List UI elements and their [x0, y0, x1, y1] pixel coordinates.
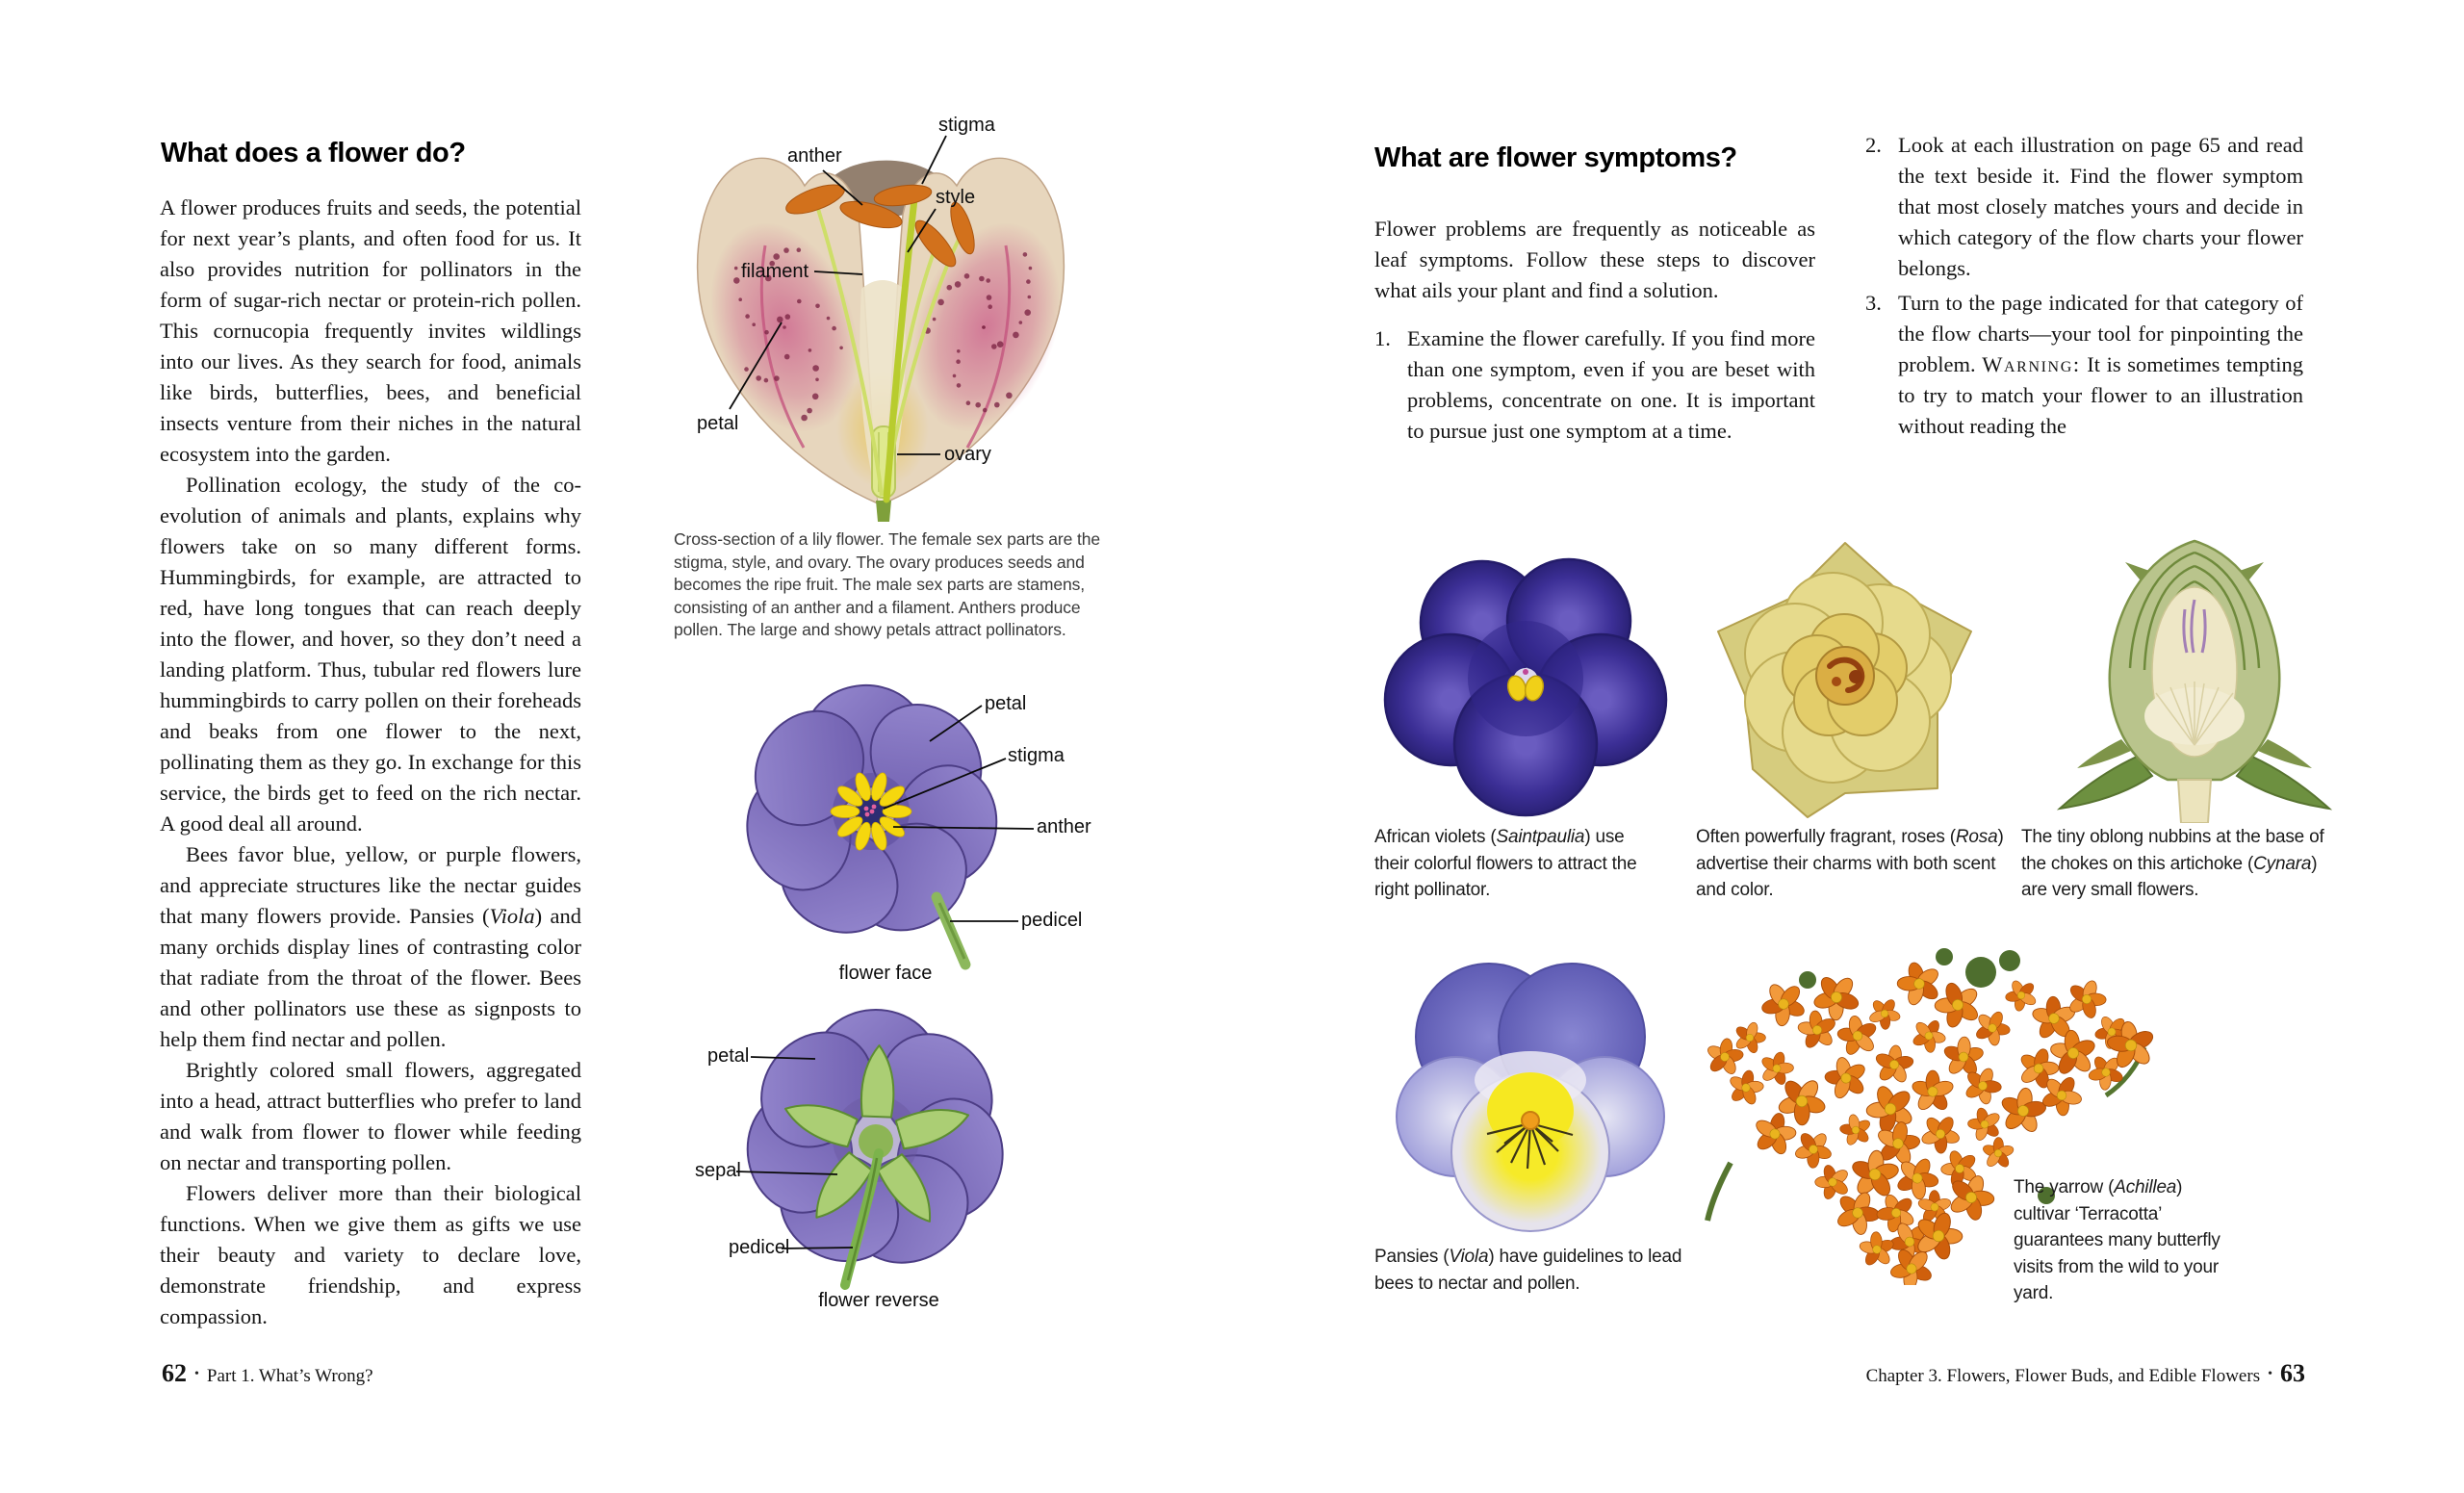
label-pedicel: pedicel — [1021, 910, 1083, 931]
left-body-column — [160, 193, 581, 1332]
yarrow-floret — [1824, 1055, 1869, 1102]
flower-face-figure — [712, 674, 1136, 991]
paragraph-text: Bees favor blue, yellow, or purple flowers, and appreciate structures like the nectar guides that many flowers provide. Pansies ( — [160, 842, 581, 928]
flower-reverse-caption: flower reverse — [818, 1290, 939, 1311]
caption-text: Often powerfully fragrant, roses ( — [1696, 827, 1956, 847]
step-text-part: It is sometimes tempting to try to match your flower to an illustration without reading the — [1898, 352, 2303, 438]
step-text: Examine the flower carefully. If you find more than one symptom, even if you are beset with problems, concentrate on one. It is important to pursue just one symptom at a time. — [1407, 326, 1815, 443]
warning-label: Warning: — [1982, 352, 2081, 376]
step-item-3 — [1865, 288, 2303, 442]
pansy-photo — [1381, 945, 1680, 1239]
left-page-footer — [162, 1359, 373, 1388]
label-pedicel: pedicel — [729, 1237, 790, 1258]
artichoke-caption — [2021, 824, 2339, 904]
right-page-footer — [1866, 1359, 2305, 1388]
flower-reverse-figure — [674, 1009, 1097, 1326]
step-text: Look at each illustration on page 65 and read the text beside it. Find the flower symptom that most closely matches yours and decide in which category of the flow charts your flower belongs. — [1898, 133, 2303, 280]
species-name: Saintpaulia — [1496, 827, 1585, 847]
stem-shape — [876, 501, 891, 522]
body-paragraph: Brightly colored small flowers, aggregated into a head, attract butterflies who prefer to land and walk from flower to flower while feeding on nectar and transporting pollen. — [160, 1058, 581, 1174]
flower-face-caption: flower face — [838, 963, 933, 984]
african-violet-art — [1385, 559, 1666, 815]
body-paragraph — [160, 839, 581, 1055]
label-stigma: stigma — [938, 115, 995, 136]
lily-illustration — [674, 91, 1126, 523]
step-item-2 — [1865, 130, 2303, 284]
footer-separator: • — [194, 1367, 199, 1381]
artichoke-art — [2060, 541, 2329, 823]
page-number: 63 — [2280, 1359, 2305, 1387]
label-stigma: stigma — [1008, 745, 1065, 766]
rose-art — [1718, 543, 1971, 817]
pansy-art — [1397, 964, 1664, 1231]
label-anther: anther — [787, 145, 842, 167]
label-filament: filament — [741, 261, 809, 282]
body-paragraph: Pollination ecology, the study of the co-evolution of animals and plants, explains why flowers take on so many different forms. Hummingbirds, for example, are attracted to red, have long tongues that can reach deeply into the flower, and hover, so they don’t need a landing platform. Thus, tubular red flowers lure hummingbirds to carry pollen on their foreheads and beaks from one flower to the next, pollinating them as they go. In exchange for this service, the birds get to feed on the rich nectar. A good deal all around. — [160, 473, 581, 836]
right-column-1 — [1374, 214, 1815, 447]
paragraph-text: ) and many orchids display lines of contrasting color that radiate from the throat of the flower. Bees and other pollinators use these as signposts to help them find nectar and pollen. — [160, 904, 582, 1051]
body-paragraph: A flower produces fruits and seeds, the potential for next year’s plants, and often food for us. It also provides nutrition for pollinators in the form of sugar-rich nectar or protein-rich pollen. This cornucopia frequently invites wildlings into our lives. As they search for food, animals like birds, butterflies, bees, and beneficial insects venture from their niches in the natural ecosystem into the garden. — [160, 195, 581, 466]
pansy-caption — [1374, 1244, 1692, 1297]
caption-text: ) are very small flowers. — [2021, 853, 2318, 900]
artichoke-photo — [2021, 528, 2368, 823]
rose-caption — [1696, 824, 2004, 904]
step-item-1 — [1374, 323, 1815, 447]
caption-text: The yarrow ( — [2014, 1177, 2115, 1197]
flower-face-art — [733, 681, 1034, 965]
label-petal: petal — [985, 693, 1027, 714]
left-page-heading: What does a flower do? — [161, 138, 466, 168]
footer-text: Chapter 3. Flowers, Flower Buds, and Edible Flowers — [1865, 1366, 2261, 1386]
african-violet-photo — [1381, 534, 1670, 818]
species-name: Achillea — [2114, 1177, 2177, 1197]
caption-text: ) use their colorful flowers to attract the right pollinator. — [1374, 827, 1637, 900]
yarrow-floret — [1972, 1008, 2012, 1049]
lily-art — [685, 136, 1086, 522]
step-number: 2. — [1865, 133, 1882, 157]
step-text-part: Turn to the page indicated for that category of the flow charts—your tool for pinpointing the problem. — [1898, 291, 2303, 376]
caption-text: African violets ( — [1374, 827, 1497, 847]
caption-text: ) cultivar ‘Terracotta’ guarantees many butterfly visits from the wild to your yard. — [2014, 1177, 2220, 1303]
yarrow-floret — [1734, 1021, 1766, 1054]
lily-figure-caption: Cross-section of a lily flower. The female sex parts are the stigma, style, and ovary. The ovary produces seeds and becomes the ripe fruit. The male sex parts are stamens, consisting of an anther and a filament. Anthers produce pollen. The large and showy petals attract pollinators. — [674, 529, 1101, 639]
step-text — [1898, 288, 2303, 442]
yarrow-floret — [1916, 1109, 1964, 1159]
footer-separator: • — [2268, 1367, 2272, 1381]
label-petal: petal — [707, 1045, 750, 1067]
caption-text: ) advertise their charms with both scent and color. — [1696, 827, 2004, 900]
body-paragraph: Flowers deliver more than their biological functions. When we give them as gifts we use their beauty and variety to declare love, demonstrate friendship, and express compassion. — [160, 1181, 581, 1328]
label-style: style — [936, 187, 976, 208]
yarrow-floret — [1872, 1043, 1916, 1086]
label-sepal: sepal — [695, 1160, 741, 1181]
label-anther: anther — [1037, 816, 1091, 837]
label-petal: petal — [697, 413, 739, 434]
label-ovary: ovary — [944, 444, 991, 465]
yarrow-caption — [2014, 1174, 2220, 1307]
species-name: Cynara — [2253, 853, 2312, 874]
right-page-heading: What are flower symptoms? — [1374, 142, 1737, 173]
lily-figure — [674, 91, 1126, 523]
species-name: Viola — [489, 904, 535, 928]
violet-caption — [1374, 824, 1663, 904]
intro-paragraph: Flower problems are frequently as noticeable as leaf symptoms. Follow these steps to discover what ails your plant and find a solution. — [1374, 217, 1815, 302]
page-number: 62 — [162, 1359, 187, 1387]
species-name: Viola — [1449, 1247, 1489, 1267]
step-number: 1. — [1374, 326, 1391, 350]
step-number: 3. — [1865, 291, 1882, 315]
rose-photo — [1699, 541, 1992, 822]
caption-text: Pansies ( — [1374, 1247, 1450, 1267]
right-column-2 — [1865, 130, 2303, 442]
yarrow-floret — [1748, 1108, 1801, 1160]
species-name: Rosa — [1955, 827, 1998, 847]
caption-text: The tiny oblong nubbins at the base of the chokes on this artichoke ( — [2021, 827, 2324, 874]
footer-text: Part 1. What’s Wrong? — [206, 1366, 373, 1386]
yarrow-floret — [2002, 977, 2040, 1014]
caption-text: ) have guidelines to lead bees to nectar and pollen. — [1374, 1247, 1682, 1294]
